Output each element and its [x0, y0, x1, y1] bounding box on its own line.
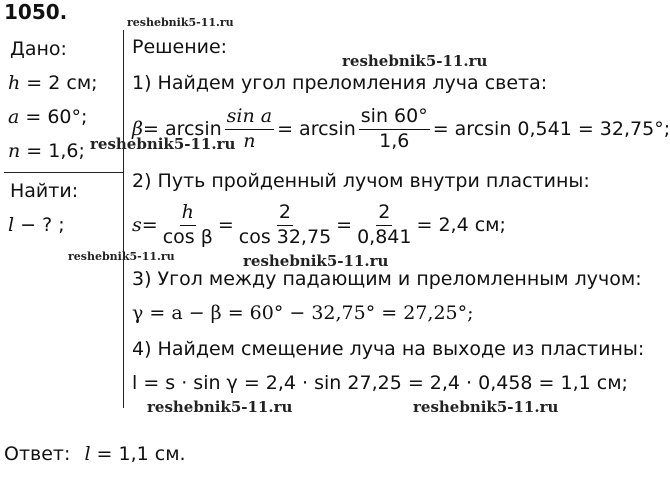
step-2-text: 2) Путь пройденный лучом внутри пластины: [132, 170, 590, 192]
var-l: l [8, 214, 15, 236]
formula-beta-eq1: = arcsin [142, 118, 222, 141]
fraction-numerator: h [180, 202, 196, 226]
given-n [8, 140, 85, 162]
formula-gamma: γ = a − β = 60° − 32,75° = 27,25°; [132, 302, 474, 324]
formula-s-result: = 2,4 см; [416, 214, 506, 237]
formula-beta-eq2: = arcsin [277, 118, 356, 141]
formula-l: l = s · sin γ = 2,4 · sin 27,25 = 2,4 · 0,458 = 1,1 см; [132, 372, 628, 394]
answer-var-l: l [84, 443, 91, 465]
step-3-text: 3) Угол между падающим и преломленным лучом: [132, 268, 642, 290]
var-a: a [8, 106, 20, 128]
var-n: n [8, 140, 21, 162]
find-l [8, 214, 65, 236]
watermark: reshebnik5-11.ru [127, 16, 234, 29]
var-s: s [132, 214, 142, 237]
fraction-denominator: n [243, 129, 256, 152]
answer-line [4, 443, 186, 465]
problem-number: 1050. [4, 0, 68, 24]
given-n-value: = 1,6; [20, 140, 85, 162]
watermark: reshebnik5-11.ru [147, 398, 293, 416]
fraction-numerator: sin 60° [359, 106, 430, 130]
watermark: reshebnik5-11.ru [90, 135, 236, 153]
formula-beta-result: = arcsin 0,541 = 32,75°; [432, 118, 670, 141]
fraction-sin60-over-1-6 [359, 106, 430, 153]
answer-value: = 1,1 см. [90, 443, 186, 465]
var-beta: β [132, 118, 143, 141]
fraction-denominator: cos β [162, 225, 213, 248]
solution-heading: Решение: [132, 36, 228, 58]
fraction-h-over-cos-beta [161, 202, 215, 249]
fraction-numerator: sin a [225, 106, 274, 130]
given-a [8, 106, 87, 128]
watermark: reshebnik5-11.ru [68, 250, 175, 263]
watermark: reshebnik5-11.ru [243, 252, 389, 270]
formula-s-eq: = [217, 214, 234, 237]
find-heading: Найти: [10, 180, 79, 202]
fraction-numerator: 2 [376, 202, 392, 226]
fraction-2-over-cos-32-75 [237, 202, 333, 249]
given-h-value: = 2 см; [20, 72, 98, 94]
step-1-text: 1) Найдем угол преломления луча света: [132, 72, 548, 94]
var-h: h [8, 72, 21, 94]
fraction-2-over-0-841 [355, 202, 413, 249]
given-find-divider [4, 172, 123, 173]
fraction-denominator: 0,841 [357, 225, 412, 248]
given-heading: Дано: [10, 38, 67, 60]
formula-s-eq: = [336, 214, 353, 237]
watermark: reshebnik5-11.ru [342, 52, 488, 70]
find-l-value: − ? ; [14, 214, 65, 236]
answer-label: Ответ: [4, 443, 71, 465]
given-a-value: = 60°; [19, 106, 88, 128]
formula-s-eq: = [141, 214, 158, 237]
fraction-denominator: cos 32,75 [238, 225, 332, 248]
step-4-text: 4) Найдем смещение луча на выходе из пластины: [132, 338, 645, 360]
fraction-denominator: 1,6 [379, 129, 410, 152]
given-h [8, 72, 98, 94]
formula-s [132, 202, 506, 249]
fraction-numerator: 2 [277, 202, 293, 226]
watermark: reshebnik5-11.ru [413, 398, 559, 416]
vertical-divider [123, 30, 124, 408]
